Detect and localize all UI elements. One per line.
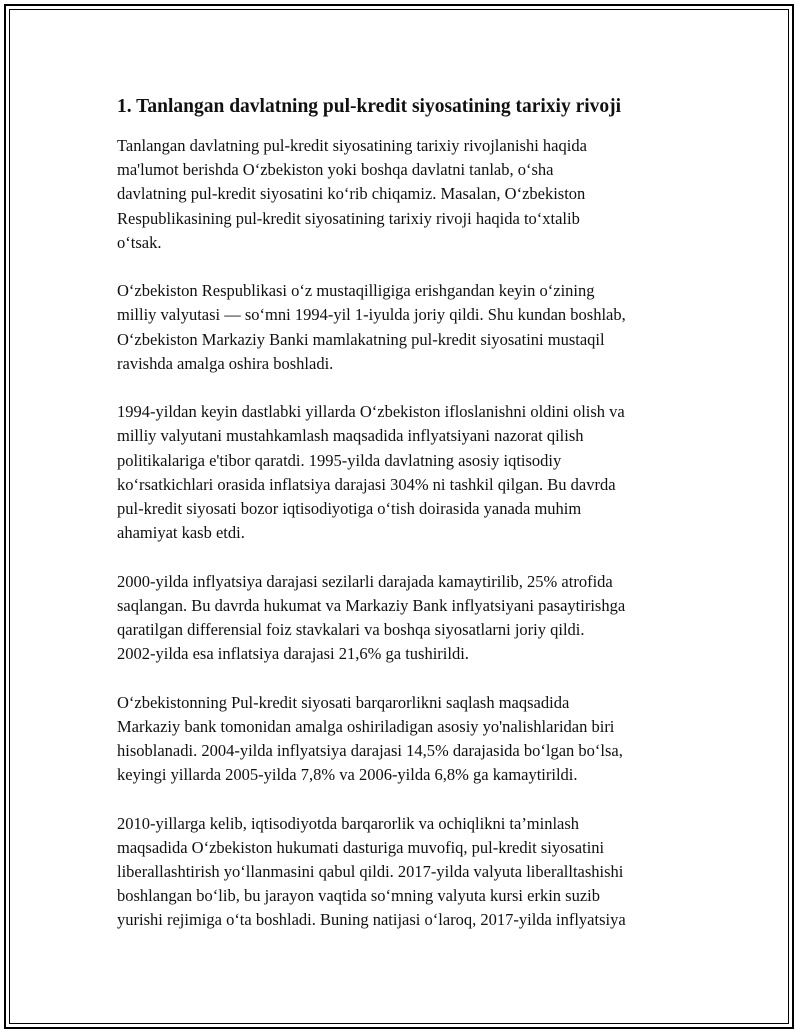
paragraph bbox=[117, 134, 697, 255]
paragraph-line: politikalariga e'tibor qaratdi. 1995-yilda davlatning asosiy iqtisodiy bbox=[117, 450, 562, 470]
paragraph-line: yurishi rejimiga o‘ta boshladi. Buning natijasi o‘laroq, 2017-yilda inflyatsiya bbox=[117, 910, 626, 930]
paragraph-line: keyingi yillarda 2005-yilda 7,8% va 2006-yilda 6,8% ga kamaytirildi. bbox=[117, 765, 578, 785]
paragraph-line: boshlangan bo‘lib, bu jarayon vaqtida so‘mning valyuta kursi erkin suzib bbox=[117, 886, 600, 906]
paragraph-line: pul-kredit siyosati bozor iqtisodiyotiga o‘tish doirasida yanada muhim bbox=[117, 499, 582, 519]
document-body bbox=[117, 92, 697, 957]
paragraph-line: Respublikasining pul-kredit siyosatining tarixiy rivoji haqida to‘xtalib bbox=[117, 208, 580, 228]
paragraph-line: Markaziy bank tomonidan amalga oshiriladigan asosiy yo'nalishlaridan biri bbox=[117, 716, 615, 736]
paragraph bbox=[117, 400, 697, 545]
paragraph-line: milliy valyutasi — so‘mni 1994-yil 1-iyulda joriy qildi. Shu kundan boshlab, bbox=[117, 305, 626, 325]
paragraph-line: ravishda amalga oshira boshladi. bbox=[117, 353, 334, 373]
paragraph-line: O‘zbekistonning Pul-kredit siyosati barqarorlikni saqlash maqsadida bbox=[117, 692, 570, 712]
paragraph-line: Tanlangan davlatning pul-kredit siyosatining tarixiy rivojlanishi haqida bbox=[117, 136, 587, 155]
paragraph-line: qaratilgan differensial foiz stavkalari va boshqa siyosatlarni joriy qildi. bbox=[117, 620, 585, 640]
paragraph bbox=[117, 279, 697, 376]
paragraph-line: ma'lumot berishda O‘zbekiston yoki boshqa davlatni tanlab, o‘sha bbox=[117, 160, 554, 180]
paragraph bbox=[117, 570, 697, 667]
paragraph-line: milliy valyutani mustahkamlash maqsadida inflyatsiyani nazorat qilish bbox=[117, 426, 584, 446]
paragraph-list bbox=[117, 134, 697, 933]
paragraph-line: hisoblanadi. 2004-yilda inflyatsiya darajasi 14,5% darajasida bo‘lgan bo‘lsa, bbox=[117, 741, 623, 761]
paragraph-line: 2000-yilda inflyatsiya darajasi sezilarli darajada kamaytirilib, 25% atrofida bbox=[117, 571, 613, 591]
paragraph-line: liberallashtirish yo‘llanmasini qabul qildi. 2017-yilda valyuta liberalltashishi bbox=[117, 862, 624, 882]
paragraph-line: saqlangan. Bu davrda hukumat va Markaziy Bank inflyatsiyani pasaytirishga bbox=[117, 595, 626, 615]
paragraph-line: O‘zbekiston Markaziy Banki mamlakatning pul-kredit siyosatini mustaqil bbox=[117, 329, 605, 349]
paragraph-line: davlatning pul-kredit siyosatini ko‘rib chiqamiz. Masalan, O‘zbekiston bbox=[117, 184, 586, 204]
paragraph-line: 2010-yillarga kelib, iqtisodiyotda barqarorlik va ochiqlikni ta’minlash bbox=[117, 813, 580, 833]
paragraph-line: maqsadida O‘zbekiston hukumati dasturiga muvofiq, pul-kredit siyosatini bbox=[117, 837, 605, 857]
paragraph-line: ko‘rsatkichlari orasida inflatsiya darajasi 304% ni tashkil qilgan. Bu davrda bbox=[117, 474, 616, 494]
section-heading: 1. Tanlangan davlatning pul-kredit siyosatining tarixiy rivoji bbox=[117, 96, 622, 117]
paragraph-line: O‘zbekiston Respublikasi o‘z mustaqilligiga erishgandan keyin o‘zining bbox=[117, 281, 595, 301]
paragraph bbox=[117, 691, 697, 788]
paragraph-line: ahamiyat kasb etdi. bbox=[117, 523, 245, 543]
paragraph bbox=[117, 812, 697, 933]
paragraph-line: o‘tsak. bbox=[117, 232, 162, 252]
paragraph-line: 1994-yildan keyin dastlabki yillarda O‘zbekiston ifloslanishni oldini olish va bbox=[117, 402, 625, 422]
paragraph-line: 2002-yilda esa inflatsiya darajasi 21,6% ga tushirildi. bbox=[117, 644, 469, 664]
